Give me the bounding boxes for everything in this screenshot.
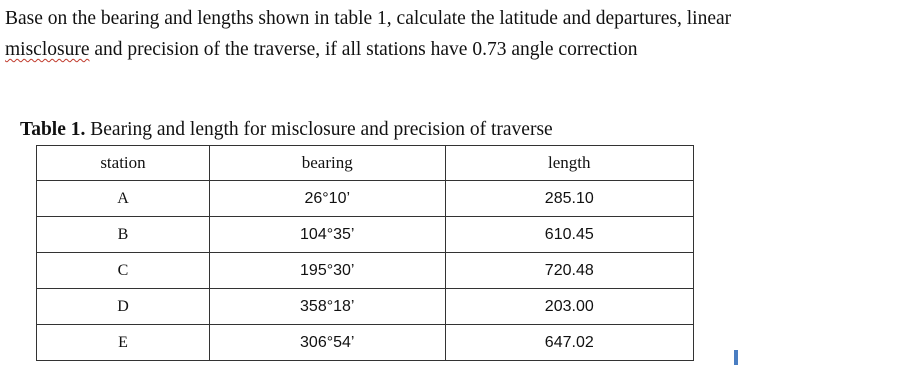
question-line-2 xyxy=(5,34,900,65)
length-cell: 285.10 xyxy=(445,181,693,217)
bearing-cell: 195°30’ xyxy=(209,253,445,289)
header-bearing: bearing xyxy=(209,146,445,181)
spellcheck-marked-word: misclosure xyxy=(5,39,90,60)
length-cell: 720.48 xyxy=(445,253,693,289)
question-line-2-rest: and precision of the traverse, if all stations have 0.73 angle correction xyxy=(89,39,638,60)
table-row xyxy=(37,181,694,217)
station-cell: A xyxy=(37,181,210,217)
table-caption xyxy=(20,119,553,141)
question-text xyxy=(5,3,900,65)
table-row xyxy=(37,325,694,361)
station-cell: E xyxy=(37,325,210,361)
bearing-cell: 306°54’ xyxy=(209,325,445,361)
station-cell: D xyxy=(37,289,210,325)
header-length: length xyxy=(445,146,693,181)
bearing-cell: 26°10’ xyxy=(209,181,445,217)
header-station: station xyxy=(37,146,210,181)
table-row xyxy=(37,289,694,325)
station-cell: C xyxy=(37,253,210,289)
table-caption-label: Table 1. xyxy=(20,119,86,140)
length-cell: 203.00 xyxy=(445,289,693,325)
traverse-table xyxy=(36,145,694,361)
question-line-1: Base on the bearing and lengths shown in table 1, calculate the latitude and departures, linear xyxy=(5,8,732,29)
bearing-cell: 358°18’ xyxy=(209,289,445,325)
table-row xyxy=(37,253,694,289)
length-cell: 610.45 xyxy=(445,217,693,253)
table-caption-text: Bearing and length for misclosure and precision of traverse xyxy=(85,119,553,140)
station-cell: B xyxy=(37,217,210,253)
table-row xyxy=(37,217,694,253)
text-cursor xyxy=(734,350,738,365)
table-header-row xyxy=(37,146,694,181)
length-cell: 647.02 xyxy=(445,325,693,361)
bearing-cell: 104°35’ xyxy=(209,217,445,253)
